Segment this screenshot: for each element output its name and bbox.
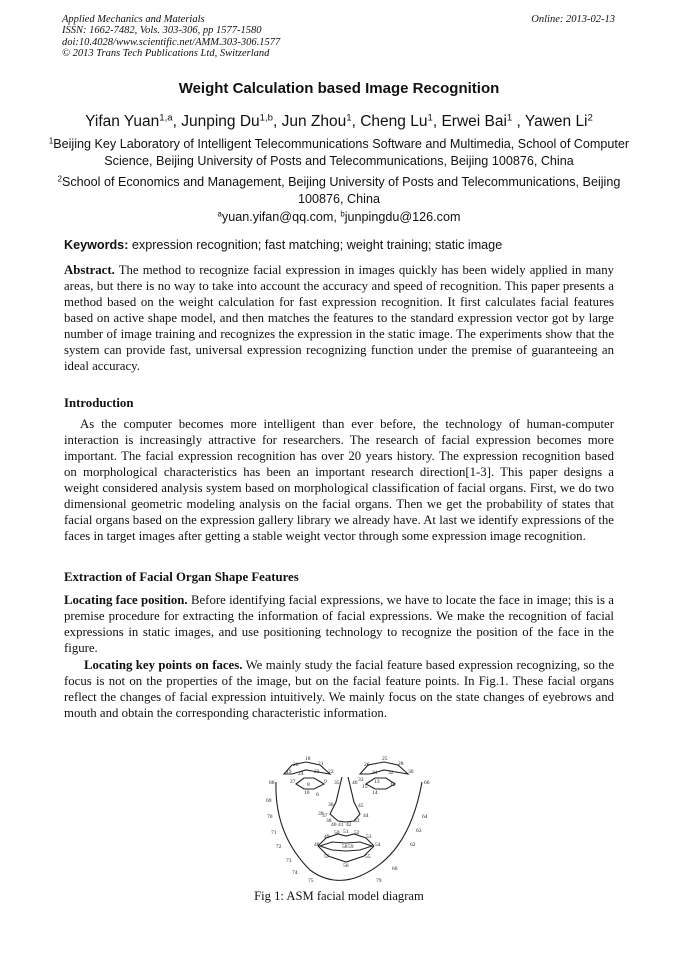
diagram-label: 20 <box>293 762 299 768</box>
diagram-label: 41 <box>338 822 344 828</box>
diagram-label: 14 <box>372 790 378 796</box>
diagram-label: 21 <box>318 761 324 767</box>
locating-face-paragraph: Locating face position. Before identifying facial expressions, we have to locate the face in image; this is a premise procedure for extracting the information of facial expressions. We make the recognition of facial expressions in static images, and use positioning technology to recognize the position of the face in the figure. <box>64 593 614 655</box>
author: Cheng Lu$^1$, <box>360 112 442 130</box>
diagram-label: 8 <box>307 782 310 788</box>
diagram-label: 18 <box>305 756 311 762</box>
diagram-label: 39 <box>318 811 324 817</box>
diagram-label: 59 <box>348 844 354 850</box>
diagram-label: 50 <box>334 830 340 836</box>
diagram-label: 24 <box>298 771 304 777</box>
diagram-label: 42 <box>346 822 352 828</box>
diagram-label: 25 <box>382 756 388 762</box>
author-emails: $^a$yuan.yifan@qq.com, $^b$junpingdu@126.com <box>217 209 461 224</box>
diagram-label: 6 <box>316 792 319 798</box>
diagram-label: 63 <box>416 828 422 834</box>
journal-name: Applied Mechanics and Materials <box>62 14 205 25</box>
diagram-label: 58 <box>342 844 348 850</box>
diagram-label: 30 <box>408 769 414 775</box>
keywords-text: expression recognition; fast matching; weight training; static image <box>128 238 503 252</box>
diagram-label: 43 <box>354 818 360 824</box>
diagram-label: 56 <box>343 863 349 869</box>
author-list <box>0 113 678 131</box>
keywords-label: Keywords: <box>64 238 129 252</box>
affiliation-1: $^1$Beijing Key Laboratory of Intelligent Telecommunications Software and Multimedia, School of Computer Science, Beijing University of Posts and Telecommunications, Beijing 100876, China <box>48 136 630 168</box>
diagram-label: 35 <box>334 780 340 786</box>
diagram-label: 75 <box>308 878 314 884</box>
diagram-label: 60 <box>392 866 398 872</box>
left-eye <box>296 778 324 789</box>
diagram-label: 68 <box>269 780 275 786</box>
diagram-label: 64 <box>422 814 428 820</box>
diagram-label: 19 <box>286 769 292 775</box>
author: Junping Du$^{1,b}$, <box>181 112 282 130</box>
keywords <box>64 238 502 252</box>
diagram-label: 9 <box>324 779 327 785</box>
diagram-label: 51 <box>343 829 349 835</box>
diagram-label: 38 <box>326 818 332 824</box>
diagram-label: 23 <box>314 769 320 775</box>
author: Yifan Yuan$^{1,a}$, <box>85 112 182 130</box>
diagram-label: 28 <box>398 761 404 767</box>
diagram-label: 15 <box>362 784 368 790</box>
diagram-label: 40 <box>331 822 337 828</box>
diagram-label: 37 <box>322 813 328 819</box>
diagram-label: 73 <box>286 858 292 864</box>
diagram-label: 52 <box>354 830 360 836</box>
extraction-heading: Extraction of Facial Organ Shape Features <box>64 570 299 584</box>
diagram-label: 33 <box>358 777 364 783</box>
diagram-label: 45 <box>358 803 364 809</box>
diagram-label: 74 <box>292 870 298 876</box>
diagram-label: 12 <box>390 782 396 788</box>
journal-header <box>62 14 280 60</box>
introduction-heading: Introduction <box>64 396 134 410</box>
diagram-label: 26 <box>364 762 370 768</box>
abstract <box>64 262 614 374</box>
locating-keypoints-paragraph: Locating key points on faces. We mainly study the facial feature based expression recognizing, so the focus is not on the properties of the image, but on the facial feature points. In Fig.1. These facial organs reflect the changes of facial expression intuitively. We mainly focus on the state changes of eyebrows and mouth and obtain the corresponding characteristic information. <box>64 658 614 720</box>
diagram-label: 46 <box>352 780 358 786</box>
diagram-label: 71 <box>271 830 277 836</box>
locating-keypoints-label: Locating key points on faces. <box>84 658 243 672</box>
diagram-label: 22 <box>328 769 334 775</box>
diagram-label: 66 <box>424 780 430 786</box>
diagram-label: 27 <box>290 779 296 785</box>
introduction-paragraph: As the computer becomes more intelligent than ever before, the technology of human-computer interaction is increasingly attractive for researchers. The research of facial expression becomes more important. The facial expression recognition has over 20 years history. The expression recognition based on morphological characteristics has been an important research direction[1-3]. This paper designs a weight considered analysis system based on morphological classification of facial organs. First, we do two dimensional geometric modeling analysis on the facial organs. Then we get the probability of states that facial organs based on the expression gallery library we already have. At last we identify expressions of the faces in target images after getting a stable weight vector through some expression image recognition. <box>64 417 614 543</box>
online-date: Online: 2013-02-13 <box>531 14 615 25</box>
abstract-label: Abstract. <box>64 263 115 277</box>
diagram-label: 48 <box>314 842 320 848</box>
diagram-label: 36 <box>328 802 334 808</box>
face-outline <box>276 782 422 880</box>
diagram-label: 69 <box>266 798 272 804</box>
diagram-label: 62 <box>410 842 416 848</box>
diagram-label: 57 <box>324 854 330 860</box>
doi-line: doi:10.4028/www.scientific.net/AMM.303-306.1577 <box>62 36 281 48</box>
diagram-label: 72 <box>276 844 282 850</box>
diagram-label: 49 <box>324 834 330 840</box>
abstract-text: The method to recognize facial expression in images quickly has been widely applied in many areas, but there is no way to take into account the accuracy and speed of recognition. This paper presents a method based on the weight calculation for fast expression recognition. It first calculates facial features based on active shape model, and then matches the features to the standard expression vector got by large number of image training and recognizes the expression in the static image. The experiments show that the system can provide fast, universal expression recognizing function under the premise of guaranteeing an ideal accuracy. <box>64 263 614 373</box>
affiliation-2: $^2$School of Economics and Management, Beijing University of Posts and Telecommunications, Beijing 100876, China <box>57 174 621 206</box>
diagram-label: 55 <box>365 854 371 860</box>
copyright-line: © 2013 Trans Tech Publications Ltd, Switzerland <box>62 48 270 60</box>
paper-title: Weight Calculation based Image Recognition <box>178 80 500 97</box>
asm-face-diagram <box>262 752 438 886</box>
diagram-label: 54 <box>375 842 381 848</box>
author: Yawen Li$^2$ <box>524 112 593 130</box>
issn-line: ISSN: 1662-7482, Vols. 303-306, pp 1577-1580 <box>62 25 262 37</box>
figure-caption: Fig 1: ASM facial model diagram <box>254 889 424 903</box>
diagram-label: 70 <box>267 814 273 820</box>
diagram-label: 10 <box>304 790 310 796</box>
diagram-label: 32 <box>388 770 394 776</box>
diagram-label: 13 <box>374 779 380 785</box>
diagram-label: 79 <box>376 878 382 884</box>
author: Jun Zhou$^1$, <box>281 112 361 130</box>
diagram-label: 31 <box>372 770 378 776</box>
diagram-label: 53 <box>366 834 372 840</box>
locating-face-label: Locating face position. <box>64 593 188 607</box>
author: Erwei Bai$^1$ , <box>441 112 525 130</box>
diagram-label: 44 <box>363 813 369 819</box>
